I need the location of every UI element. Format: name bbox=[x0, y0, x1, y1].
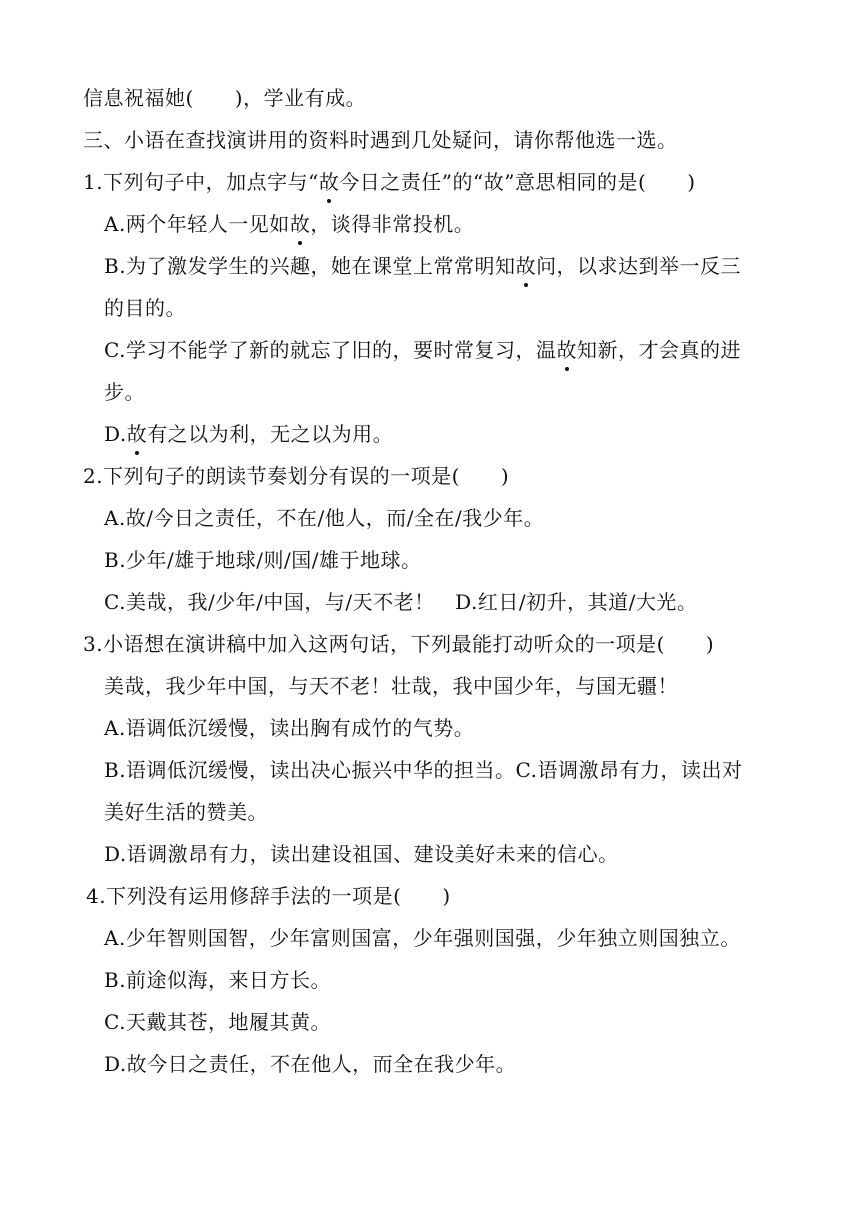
question-2-option-cd: C.美哉，我/少年/中国，与/天不老！ D.红日/初升，其道/大光。 bbox=[104, 590, 698, 614]
option-text: A.两个年轻人一见如 bbox=[104, 212, 290, 236]
question-3-option-a: A.语调低沉缓慢，读出胸有成竹的气势。 bbox=[104, 716, 475, 740]
option-text: 知新，才会真的进 bbox=[576, 338, 741, 362]
question-4-option-c: C.天戴其苍，地履其黄。 bbox=[104, 1010, 331, 1034]
question-1-option-d bbox=[104, 420, 393, 448]
question-4-option-d: D.故今日之责任，不在他人，而全在我少年。 bbox=[104, 1052, 517, 1076]
question-1-option-c-cont: 步。 bbox=[104, 380, 145, 404]
option-text: 有之以为利，无之以为用。 bbox=[147, 422, 394, 446]
question-1-text-a: 1.下列句子中，加点字与“ bbox=[83, 170, 319, 194]
question-1-text-b: 今日之责任”的“故”意思相同的是( ) bbox=[339, 170, 696, 194]
question-3-option-bc: B.语调低沉缓慢，读出决心振兴中华的担当。C.语调激昂有力，读出对 bbox=[104, 758, 743, 782]
dotted-char: 故 bbox=[126, 422, 148, 446]
option-prefix: D. bbox=[104, 422, 127, 446]
question-2-option-a: A.故/今日之责任，不在/他人，而/全在/我少年。 bbox=[104, 506, 545, 530]
option-text: B.为了激发学生的兴趣，她在课堂上常常明知 bbox=[104, 254, 516, 278]
question-2-option-b: B.少年/雄于地球/则/国/雄于地球。 bbox=[104, 548, 422, 572]
question-3-option-c-cont: 美好生活的赞美。 bbox=[104, 800, 268, 824]
question-1-option-b-cont: 的目的。 bbox=[104, 296, 186, 320]
question-4-option-b: B.前途似海，来日方长。 bbox=[104, 968, 332, 992]
option-text: 问，以求达到举一反三 bbox=[536, 254, 742, 278]
question-1-option-b bbox=[104, 252, 741, 280]
question-4: 4.下列没有运用修辞手法的一项是( ) bbox=[86, 884, 451, 908]
dotted-char: 故 bbox=[556, 338, 577, 362]
question-1-option-c bbox=[104, 336, 741, 364]
question-1 bbox=[83, 168, 696, 196]
dotted-char: 故 bbox=[289, 212, 311, 236]
question-3-quote: 美哉，我少年中国，与天不老！壮哉，我中国少年，与国无疆！ bbox=[104, 674, 678, 698]
section-three-heading: 三、小语在查找演讲用的资料时遇到几处疑问，请你帮他选一选。 bbox=[83, 128, 678, 152]
question-1-option-a bbox=[104, 210, 474, 238]
question-2: 2.下列句子的朗读节奏划分有误的一项是( ) bbox=[83, 464, 510, 488]
dotted-char: 故 bbox=[515, 254, 537, 278]
question-3-option-d: D.语调激昂有力，读出建设祖国、建设美好未来的信心。 bbox=[104, 842, 619, 866]
question-3: 3.小语想在演讲稿中加入这两句话，下列最能打动听众的一项是( ) bbox=[83, 632, 715, 656]
option-text: C.学习不能学了新的就忘了旧的，要时常复习，温 bbox=[104, 338, 557, 362]
option-text: ，谈得非常投机。 bbox=[310, 212, 475, 236]
line-blessing: 信息祝福她( )，学业有成。 bbox=[83, 86, 367, 110]
dotted-char: 故 bbox=[318, 170, 340, 194]
question-4-option-a: A.少年智则国智，少年富则国富，少年强则国强，少年独立则国独立。 bbox=[104, 926, 741, 950]
